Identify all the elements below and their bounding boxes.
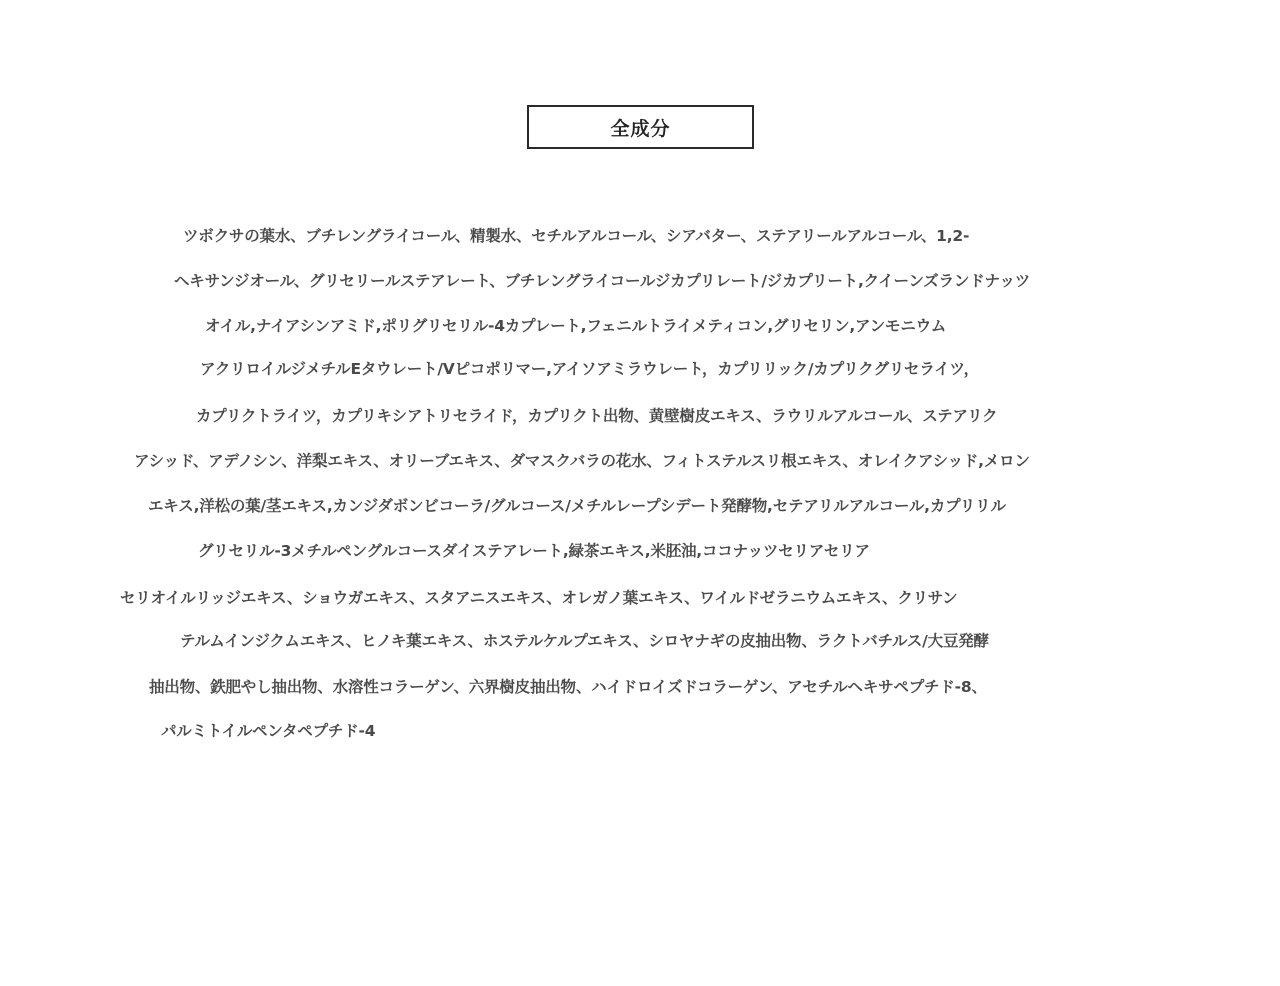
- ingredient-line: ツボクサの葉水、ブチレングライコール、精製水、セチルアルコール、シアバター、ステアリールアルコール、1,2-: [183, 227, 970, 245]
- ingredient-line: パルミトイルペンタペプチド-4: [161, 722, 376, 740]
- ingredient-line: グリセリル-3メチルペングルコースダイステアレート,緑茶エキス,米胚油,ココナッツセリアセリア: [198, 542, 870, 560]
- ingredient-line: オイル,ナイアシンアミド,ポリグリセリル-4カプレート,フェニルトライメティコン,グリセリン,アンモニウム: [205, 317, 947, 335]
- ingredient-line: ヘキサンジオール、グリセリールステアレート、ブチレングライコールジカプリレート/ジカプリート,クイーンズランドナッツ: [174, 272, 1031, 290]
- ingredient-line: アシッド、アデノシン、洋梨エキス、オリーブエキス、ダマスクバラの花水、フィトステルスリ根エキス、オレイクアシッド,メロン: [134, 452, 1030, 470]
- ingredient-line: エキス,洋松の葉/茎エキス,カンジダボンビコーラ/グルコース/メチルレープシデート発酵物,セテアリルアルコール,カプリリル: [148, 497, 1006, 515]
- page-title: 全成分: [527, 105, 754, 149]
- ingredient-line: 抽出物、鉄肥やし抽出物、水溶性コラーゲン、六界樹皮抽出物、ハイドロイズドコラーゲン、アセチルヘキサペプチド-8、: [149, 678, 987, 696]
- ingredient-line: セリオイルリッジエキス、ショウガエキス、スタアニスエキス、オレガノ葉エキス、ワイルドゼラニウムエキス、クリサン: [120, 589, 958, 607]
- ingredient-line: アクリロイルジメチルEタウレート/Vピコポリマー,アイソアミラウレート，カプリリック/カプリクグリセライツ，: [200, 360, 979, 378]
- ingredient-line: テルムインジクムエキス、ヒノキ葉エキス、ホステルケルプエキス、シロヤナギの皮抽出物、ラクトバチルス/大豆発酵: [180, 632, 989, 650]
- ingredient-line: カプリクトライツ，カプリキシアトリセライド，カプリクト出物、黄壁樹皮エキス、ラウリルアルコール、ステアリク: [196, 407, 998, 425]
